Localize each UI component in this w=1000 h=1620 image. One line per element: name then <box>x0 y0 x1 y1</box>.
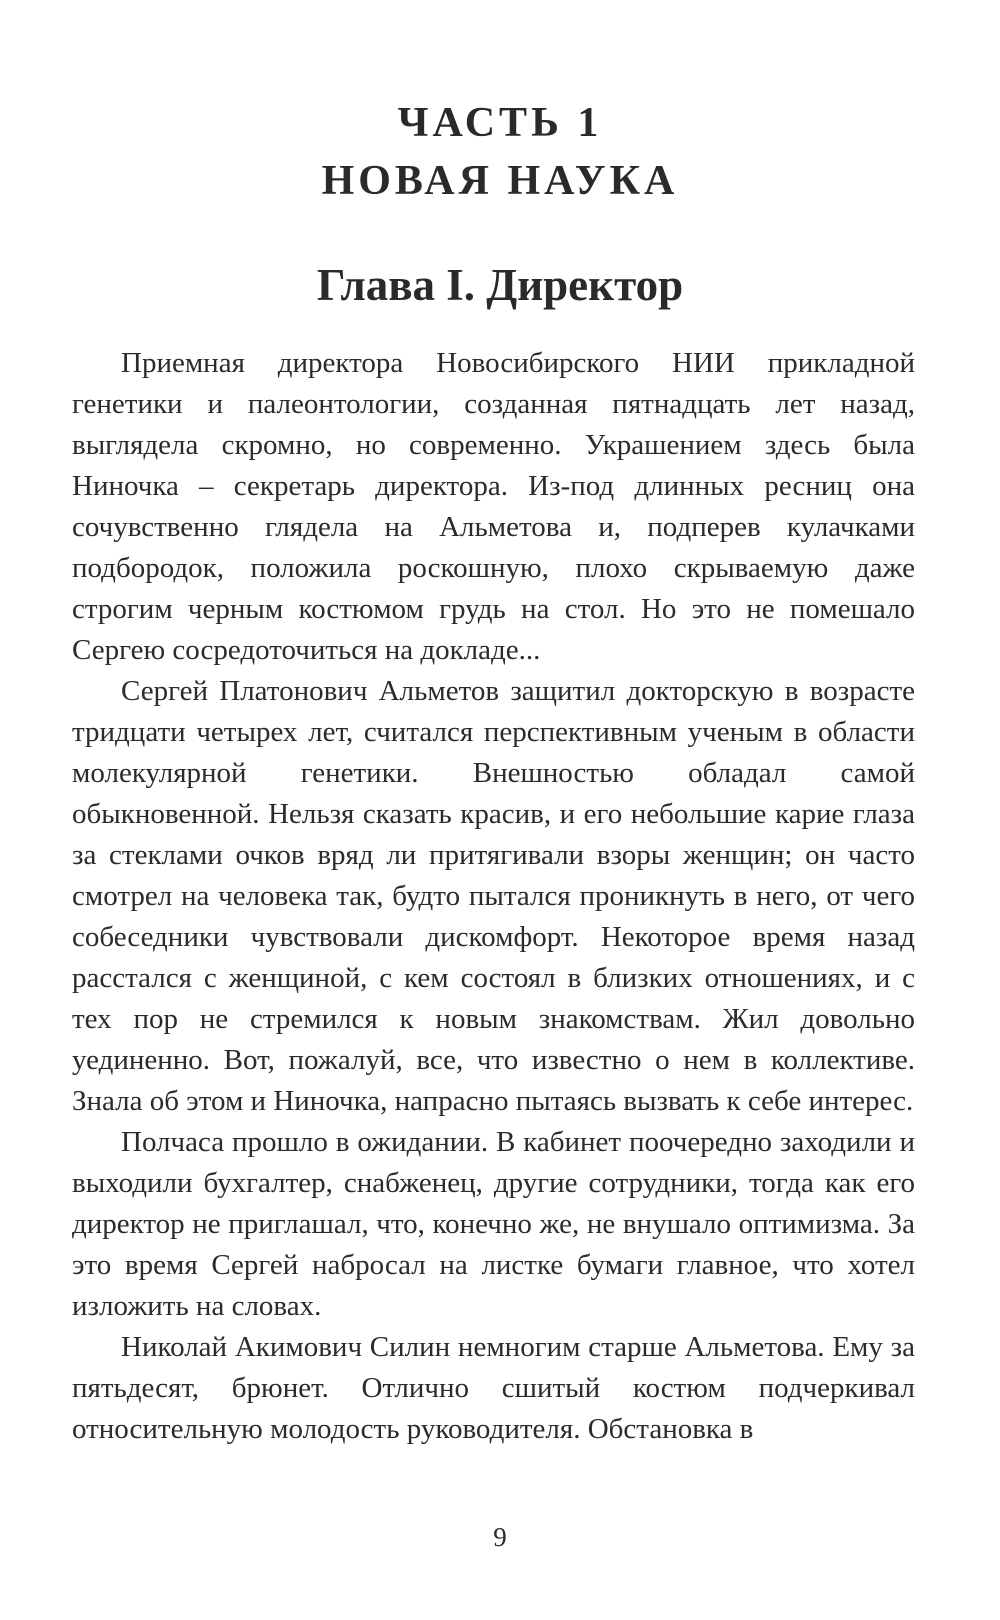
part-title-heading: НОВАЯ НАУКА <box>321 158 679 204</box>
chapter-title: Глава I. Директор <box>316 260 684 310</box>
part-number-heading: ЧАСТЬ 1 <box>397 100 603 146</box>
paragraph-2: Сергей Платонович Альметов защитил докторскую в возрасте тридцати четырех лет, считался перспективным ученым в области молекулярной генетики. Внешностью обладал самой обыкновенной. Нельзя сказать красив, и его небольшие карие глаза за стеклами очков вряд ли притягивали взоры женщин; он часто смотрел на человека так, будто пытался проникнуть в него, от чего собеседники чувствовали дискомфорт. Некоторое время назад расстался с женщиной, с кем состоял в близких отношениях, и с тех пор не стремился к новым знакомствам. Жил довольно уединенно. Вот, пожалуй, все, что известно о нем в коллективе. Знала об этом и Ниночка, напрасно пытаясь вызвать к себе интерес. <box>72 675 915 1117</box>
paragraph-4: Николай Акимович Силин немногим старше Альметова. Ему за пятьдесят, брюнет. Отлично сшитый костюм подчеркивал относительную молодость руководителя. Обстановка в <box>72 1331 915 1445</box>
page-number: 9 <box>493 1522 507 1552</box>
paragraph-1: Приемная директора Новосибирского НИИ прикладной генетики и палеонтологии, созданная пятнадцать лет назад, выглядела скромно, но современно. Украшением здесь была Ниночка – секретарь директора. Из-под длинных ресниц она сочувственно глядела на Альметова и, подперев кулачками подбородок, положила роскошную, плохо скрываемую даже строгим черным костюмом грудь на стол. Но это не помешало Сергею сосредоточиться на докладе... <box>72 347 915 666</box>
body-text <box>72 343 915 1450</box>
paragraph-3: Полчаса прошло в ожидании. В кабинет поочередно заходили и выходили бухгалтер, снабженец, другие сотрудники, тогда как его директор не приглашал, что, конечно же, не внушало оптимизма. За это время Сергей набросал на листке бумаги главное, что хотел изложить на словах. <box>72 1126 915 1322</box>
